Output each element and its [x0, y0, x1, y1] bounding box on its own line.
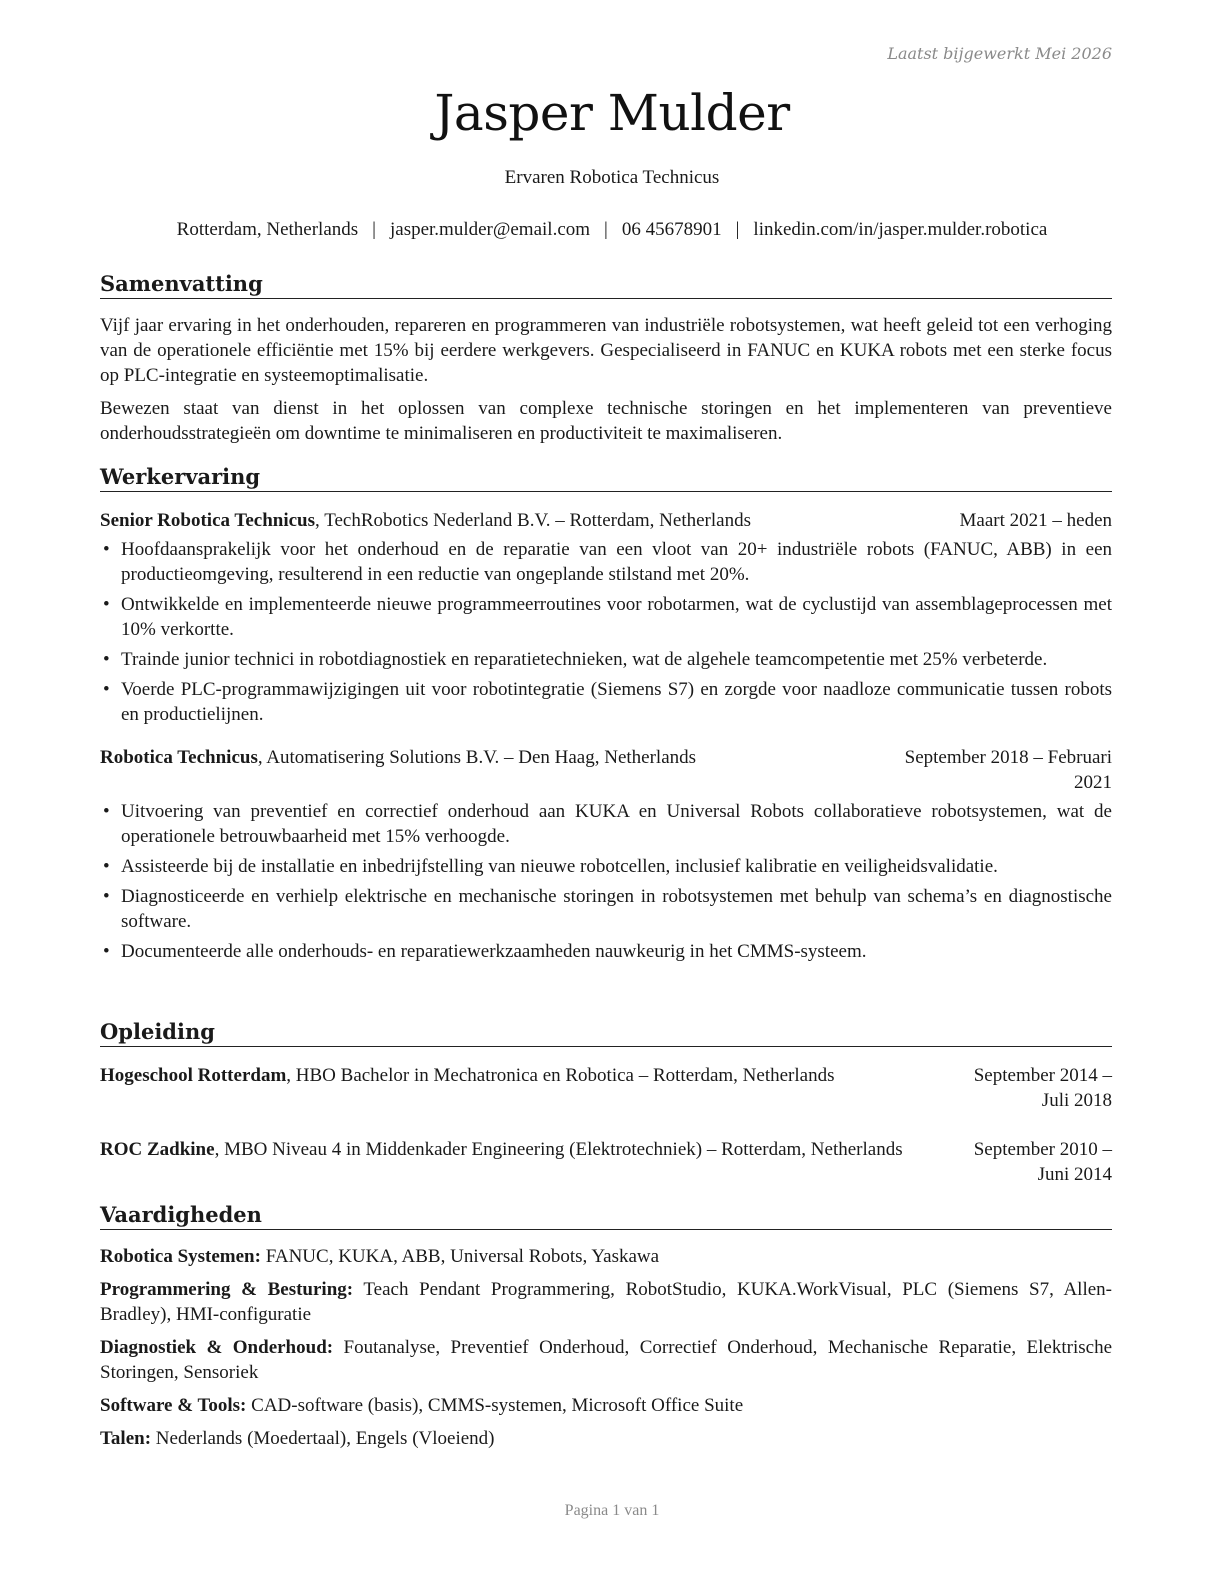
job-bullet: • Hoofdaansprakelijk voor het onderhoud en de reparatie van een vloot van 20+ industriële robots (FANUC, ABB) in een productieomgeving, resulterend in een reductie van ongeplande stilstand met 20%.: [100, 537, 1112, 587]
job-bullet: • Documenteerde alle onderhouds- en reparatiewerkzaamheden nauwkeurig in het CMMS-systeem.: [100, 939, 1112, 964]
job-bullets: [100, 537, 1112, 727]
job-company: , Automatisering Solutions B.V. – Den Haag, Netherlands: [257, 747, 697, 768]
job-bullets: [100, 799, 1112, 964]
job-bullet: • Voerde PLC-programmawijzigingen uit voor robotintegratie (Siemens S7) en zorgde voor naadloze communicatie tussen robots en productielijnen.: [100, 677, 1112, 727]
last-updated-note: Laatst bijgewerkt Mei 2026: [887, 44, 1112, 63]
job-header: [100, 508, 1112, 533]
skill-value: Nederlands (Moedertaal), Engels (Vloeiend): [151, 1428, 495, 1449]
summary-section: [100, 271, 1112, 446]
skill-label: Software & Tools:: [100, 1395, 247, 1416]
contact-linkedin[interactable]: linkedin.com/in/jasper.mulder.robotica: [753, 219, 1048, 240]
education-section: [100, 1019, 1112, 1187]
skills-list: [100, 1244, 1112, 1451]
education-dates: September 2010 – Juni 2014: [973, 1139, 1112, 1185]
contact-separator: |: [735, 219, 740, 240]
contact-separator: |: [604, 219, 608, 240]
contact-separator: |: [372, 219, 376, 240]
job-company: , TechRobotics Nederland B.V. – Rotterdam, Netherlands: [315, 510, 751, 531]
job-bullet: • Ontwikkelde en implementeerde nieuwe programmeerroutines voor robotarmen, wat de cyclustijd van assemblageprocessen met 10% verkortte.: [100, 592, 1112, 642]
education-school: ROC Zadkine: [100, 1139, 215, 1160]
candidate-title: Ervaren Robotica Technicus: [504, 167, 720, 188]
skill-label: Programmering & Besturing:: [100, 1279, 354, 1300]
candidate-name: Jasper Mulder: [434, 84, 790, 142]
education-detail: , HBO Bachelor in Mechatronica en Robotica – Rotterdam, Netherlands: [286, 1065, 835, 1086]
section-heading-experience: Werkervaring: [100, 464, 1112, 492]
job-bullet: • Assisteerde bij de installatie en inbedrijfstelling van nieuwe robotcellen, inclusief kalibratie en veiligheidsvalidatie.: [100, 854, 1112, 879]
education-detail: , MBO Niveau 4 in Middenkader Engineering (Elektrotechniek) – Rotterdam, Netherlands: [214, 1139, 903, 1160]
education-entry: [100, 1137, 1112, 1187]
experience-section: [100, 464, 1112, 969]
job-dates: Maart 2021 – heden: [959, 510, 1112, 531]
skill-label: Talen:: [100, 1428, 152, 1449]
skill-value: FANUC, KUKA, ABB, Universal Robots, Yaskawa: [260, 1246, 660, 1267]
section-heading-skills: Vaardigheden: [100, 1202, 1112, 1230]
education-dates: September 2014 – Juli 2018: [973, 1065, 1112, 1111]
job-header: [100, 745, 1112, 795]
skill-row: [100, 1244, 1112, 1269]
job-role: Senior Robotica Technicus: [100, 510, 316, 531]
skill-row: [100, 1277, 1112, 1327]
job-bullet: • Trainde junior technici in robotdiagnostiek en reparatietechnieken, wat de algehele teamcompetentie met 25% verbeterde.: [100, 647, 1112, 672]
skill-label: Diagnostiek & Onderhoud:: [100, 1337, 334, 1358]
skills-section: [100, 1202, 1112, 1459]
summary-paragraph: Bewezen staat van dienst in het oplossen van complexe technische storingen en het implementeren van preventieve onderhoudsstrategieën om downtime te minimaliseren en productiviteit te maximaliseren.: [100, 398, 1112, 444]
skill-value: Foutanalyse, Preventief Onderhoud, Correctief Onderhoud, Mechanische Reparatie, Elektrische Storingen, Sensoriek: [100, 1337, 1112, 1383]
section-heading-education: Opleiding: [100, 1019, 1112, 1047]
contact-email[interactable]: jasper.mulder@email.com: [389, 219, 591, 240]
job-bullet: • Diagnosticeerde en verhielp elektrische en mechanische storingen in robotsystemen met behulp van schema’s en diagnostische software.: [100, 884, 1112, 934]
job-entry: [100, 508, 1112, 727]
skill-row: [100, 1393, 1112, 1418]
skill-row: [100, 1335, 1112, 1385]
skill-label: Robotica Systemen:: [100, 1246, 261, 1267]
skill-value: CAD-software (basis), CMMS-systemen, Microsoft Office Suite: [246, 1395, 744, 1416]
section-heading-summary: Samenvatting: [100, 271, 1112, 299]
skill-value: Teach Pendant Programmering, RobotStudio, KUKA.WorkVisual, PLC (Siemens S7, Allen-Bradley), HMI-configuratie: [100, 1279, 1112, 1325]
skill-row: [100, 1426, 1112, 1451]
education-school: Hogeschool Rotterdam: [100, 1065, 287, 1086]
summary-paragraph: Vijf jaar ervaring in het onderhouden, repareren en programmeren van industriële robotsystemen, wat heeft geleid tot een verhoging van de operationele efficiëntie met 15% bij eerdere werkgevers. Gespecialiseerd in FANUC en KUKA robots met een sterke focus op PLC-integratie en systeemoptimalisatie.: [100, 315, 1112, 386]
contact-location: Rotterdam, Netherlands: [176, 219, 359, 240]
job-bullet: • Uitvoering van preventief en correctief onderhoud aan KUKA en Universal Robots collaboratieve robotsystemen, wat de operationele betrouwbaarheid met 15% verhoogde.: [100, 799, 1112, 849]
contact-line: [0, 219, 1224, 241]
education-entry: [100, 1063, 1112, 1113]
page-number: Pagina 1 van 1: [564, 1502, 660, 1519]
job-entry: [100, 745, 1112, 964]
job-dates: September 2018 – Februari 2021: [904, 747, 1112, 793]
contact-phone: 06 45678901: [621, 219, 722, 240]
job-role: Robotica Technicus: [100, 747, 258, 768]
